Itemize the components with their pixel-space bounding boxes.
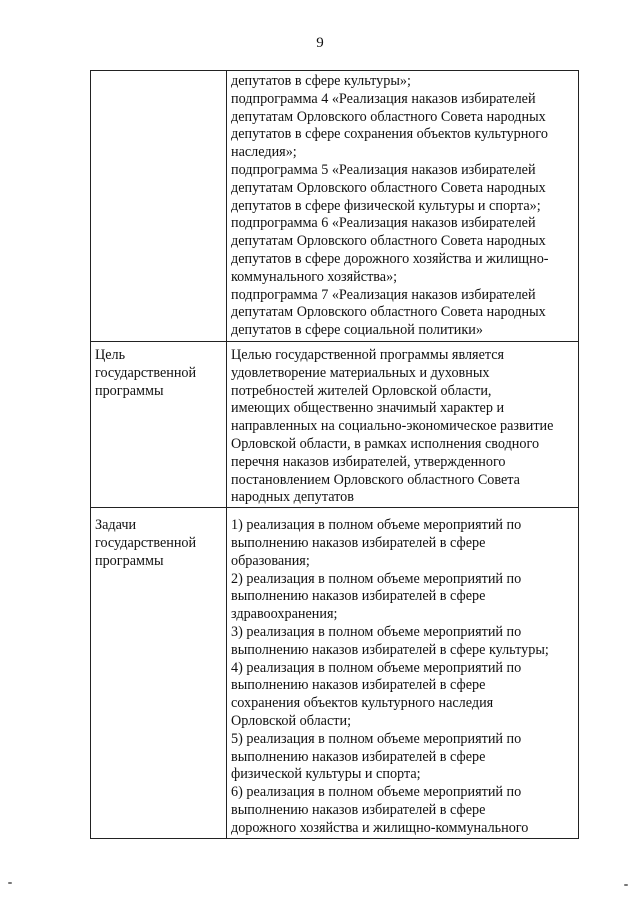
table-row-tasks [91, 508, 579, 838]
goal-text-line: народных депутатов [231, 489, 354, 506]
goal-text-line: потребностей жителей Орловской области, [231, 382, 492, 399]
goal-label-cell [91, 342, 227, 508]
scan-speck [624, 884, 628, 886]
tasks-text-line: дорожного хозяйства и жилищно-коммунального [231, 819, 529, 836]
subprograms-line: депутатам Орловского областного Совета народных [231, 108, 546, 125]
row-label-cell [91, 71, 227, 342]
table-row-subprograms [91, 71, 579, 342]
goal-text-line: постановлением Орловского областного Совета [231, 471, 520, 488]
subprograms-line: депутатов в сфере сохранения объектов культурного [231, 126, 548, 143]
goal-text-line: перечня наказов избирателей, утвержденного [231, 453, 506, 470]
tasks-text-line: выполнению наказов избирателей в сфере [231, 748, 486, 765]
goal-label-line: Цель [95, 347, 126, 363]
subprograms-line: депутатов в сфере физической культуры и спорта»; [231, 197, 541, 214]
tasks-text-line: 6) реализация в полном объеме мероприятий по [231, 784, 522, 801]
tasks-text-cell [227, 508, 579, 838]
tasks-text-line: выполнению наказов избирателей в сфере [231, 677, 486, 694]
subprograms-line: депутатов в сфере культуры»; [231, 73, 411, 89]
subprograms-line: депутатам Орловского областного Совета народных [231, 304, 546, 321]
subprograms-cell [227, 71, 579, 342]
subprograms-line: подпрограмма 6 «Реализация наказов избирателей [231, 215, 536, 232]
scan-speck [8, 882, 12, 884]
goal-text-cell [227, 342, 579, 508]
tasks-label-cell [91, 508, 227, 838]
subprograms-line: подпрограмма 7 «Реализация наказов избирателей [231, 286, 536, 303]
tasks-text-line: 5) реализация в полном объеме мероприятий по [231, 730, 522, 747]
tasks-text-line: выполнению наказов избирателей в сфере [231, 588, 486, 605]
tasks-text-line: физической культуры и спорта; [231, 766, 421, 783]
tasks-text-line: образования; [231, 552, 310, 569]
subprograms-line: подпрограмма 5 «Реализация наказов избирателей [231, 161, 536, 178]
tasks-text-line: 2) реализация в полном объеме мероприятий по [231, 570, 522, 587]
tasks-text-line: Орловской области; [231, 712, 352, 729]
tasks-text-line: 4) реализация в полном объеме мероприятий по [231, 659, 522, 676]
tasks-text-line: сохранения объектов культурного наследия [231, 695, 494, 712]
tasks-text-line: выполнению наказов избирателей в сфере [231, 801, 486, 818]
tasks-label-line: государственной [95, 534, 197, 551]
subprograms-line: депутатов в сфере социальной политики» [231, 322, 483, 339]
subprograms-line: депутатам Орловского областного Совета народных [231, 179, 546, 196]
program-passport-table [90, 70, 579, 839]
tasks-label-line: программы [95, 552, 164, 569]
goal-label-line: государственной [95, 364, 197, 381]
goal-text-line: Орловской области, в рамках исполнения сводного [231, 435, 540, 452]
tasks-text-line: здравоохранения; [231, 606, 338, 623]
tasks-text-line: выполнению наказов избирателей в сфере культуры; [231, 641, 549, 658]
goal-text-line: направленных на социально-экономическое развитие [231, 418, 554, 435]
subprograms-line: подпрограмма 4 «Реализация наказов избирателей [231, 90, 536, 107]
tasks-text-line: 1) реализация в полном объеме мероприятий по [231, 517, 522, 534]
tasks-label-line: Задачи [95, 517, 137, 534]
subprograms-line: депутатам Орловского областного Совета народных [231, 233, 546, 250]
subprograms-line: наследия»; [231, 144, 297, 161]
page-number: 9 [316, 35, 324, 51]
goal-text-line: имеющих общественно значимый характер и [231, 400, 505, 417]
goal-text-line: Целью государственной программы является [231, 347, 505, 363]
goal-label-line: программы [95, 382, 164, 399]
goal-text-line: удовлетворение материальных и духовных [231, 364, 490, 381]
table-row-goal [91, 342, 579, 508]
tasks-text-line: выполнению наказов избирателей в сфере [231, 534, 486, 551]
tasks-text-line: 3) реализация в полном объеме мероприятий по [231, 623, 522, 640]
subprograms-line: депутатов в сфере дорожного хозяйства и жилищно- [231, 250, 549, 267]
subprograms-line: коммунального хозяйства»; [231, 268, 398, 285]
